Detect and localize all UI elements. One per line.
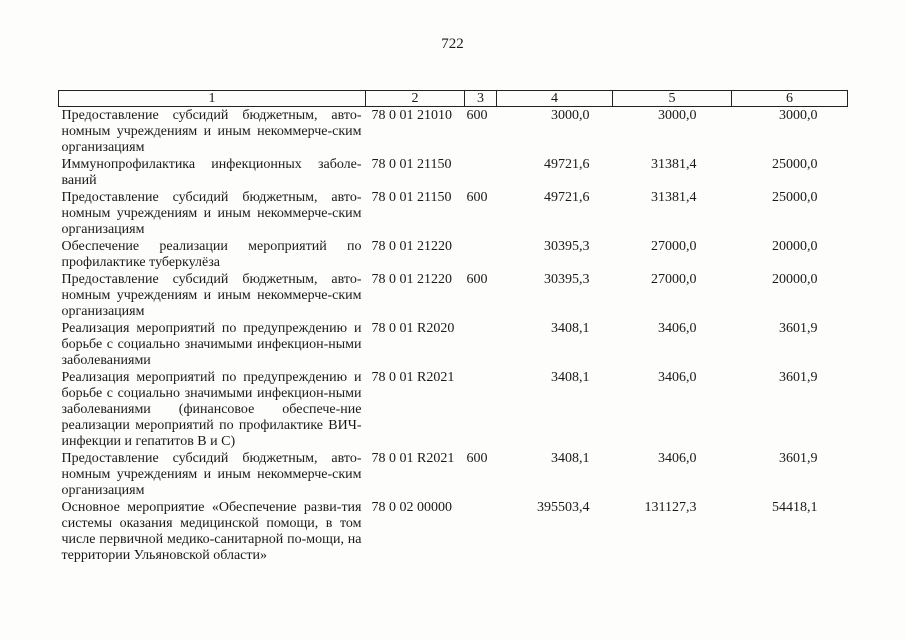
table-row xyxy=(59,321,848,370)
row-name: Предоставление субсидий бюджетным, авто-номным учреждениям и иным некоммерче-ским организациям xyxy=(61,272,362,319)
table-row xyxy=(59,239,848,272)
row-value-6: 54418,1 xyxy=(772,500,818,515)
row-type: 600 xyxy=(466,272,488,287)
row-type: 600 xyxy=(466,108,488,123)
row-value-4: 3000,0 xyxy=(551,108,590,123)
row-value-6: 20000,0 xyxy=(772,239,818,254)
row-value-5: 3000,0 xyxy=(658,108,697,123)
table-row xyxy=(59,157,848,190)
row-value-5: 31381,4 xyxy=(651,190,697,205)
table-row xyxy=(59,107,848,158)
table-row xyxy=(59,272,848,321)
table-row xyxy=(59,451,848,500)
row-code: 78 0 01 21220 xyxy=(371,239,452,254)
row-code: 78 0 01 21220 xyxy=(371,272,452,287)
row-value-4: 395503,4 xyxy=(537,500,590,515)
row-name: Предоставление субсидий бюджетным, авто-номным учреждениям и иным некоммерче-ским организациям xyxy=(61,451,362,498)
budget-table xyxy=(58,90,848,565)
row-value-4: 3408,1 xyxy=(551,370,590,385)
row-code: 78 0 01 R2021 xyxy=(371,370,455,385)
column-header-6: 6 xyxy=(732,91,848,107)
row-type xyxy=(465,500,497,565)
row-value-4: 49721,6 xyxy=(544,157,590,172)
row-code: 78 0 01 R2020 xyxy=(371,321,455,336)
column-header-3: 3 xyxy=(465,91,497,107)
row-code: 78 0 01 21150 xyxy=(371,157,452,172)
row-value-6: 25000,0 xyxy=(772,157,818,172)
row-value-5: 131127,3 xyxy=(644,500,697,515)
row-value-6: 25000,0 xyxy=(772,190,818,205)
row-type xyxy=(465,370,497,451)
row-value-4: 30395,3 xyxy=(544,272,590,287)
column-header-4: 4 xyxy=(497,91,613,107)
row-value-4: 49721,6 xyxy=(544,190,590,205)
table-row xyxy=(59,500,848,565)
row-name: Основное мероприятие «Обеспечение разви-тия системы оказания медицинской помощи, в том числе первичной медико-санитарной по-мощи, на территории Ульяновской области» xyxy=(61,500,362,563)
row-value-5: 27000,0 xyxy=(651,272,697,287)
row-value-6: 3601,9 xyxy=(779,370,818,385)
row-name: Реализация мероприятий по предупреждению и борьбе с социально значимыми инфекцион-ными заболеваниями (финансовое обеспече-ние реализации мероприятий по профилактике ВИЧ-инфекции и гепатитов В и С) xyxy=(61,370,362,449)
row-value-6: 3601,9 xyxy=(779,451,818,466)
row-code: 78 0 01 R2021 xyxy=(371,451,455,466)
column-header-5: 5 xyxy=(613,91,732,107)
row-name: Реализация мероприятий по предупреждению и борьбе с социально значимыми инфекцион-ными заболеваниями xyxy=(61,321,362,368)
table-header-row xyxy=(59,91,848,107)
row-value-5: 31381,4 xyxy=(651,157,697,172)
row-type xyxy=(465,157,497,190)
row-value-5: 27000,0 xyxy=(651,239,697,254)
row-value-5: 3406,0 xyxy=(658,370,697,385)
row-value-5: 3406,0 xyxy=(658,451,697,466)
row-value-4: 3408,1 xyxy=(551,451,590,466)
row-code: 78 0 01 21010 xyxy=(371,108,452,123)
row-type xyxy=(465,321,497,370)
row-type: 600 xyxy=(466,451,488,466)
column-header-2: 2 xyxy=(366,91,465,107)
column-header-1: 1 xyxy=(59,91,366,107)
row-code: 78 0 02 00000 xyxy=(371,500,452,515)
row-code: 78 0 01 21150 xyxy=(371,190,452,205)
row-name: Предоставление субсидий бюджетным, авто-номным учреждениям и иным некоммерче-ским организациям xyxy=(61,190,362,237)
row-value-6: 3000,0 xyxy=(779,108,818,123)
row-value-6: 3601,9 xyxy=(779,321,818,336)
row-value-4: 30395,3 xyxy=(544,239,590,254)
row-value-6: 20000,0 xyxy=(772,272,818,287)
row-value-5: 3406,0 xyxy=(658,321,697,336)
row-value-4: 3408,1 xyxy=(551,321,590,336)
row-name: Иммунопрофилактика инфекционных заболе-ваний xyxy=(61,157,362,188)
table-row xyxy=(59,190,848,239)
table-row xyxy=(59,370,848,451)
row-name: Обеспечение реализации мероприятий по профилактике туберкулёза xyxy=(61,239,362,270)
row-type xyxy=(465,239,497,272)
row-name: Предоставление субсидий бюджетным, авто-номным учреждениям и иным некоммерче-ским организациям xyxy=(61,108,362,155)
row-type: 600 xyxy=(466,190,488,205)
page-number: 722 xyxy=(441,36,464,52)
